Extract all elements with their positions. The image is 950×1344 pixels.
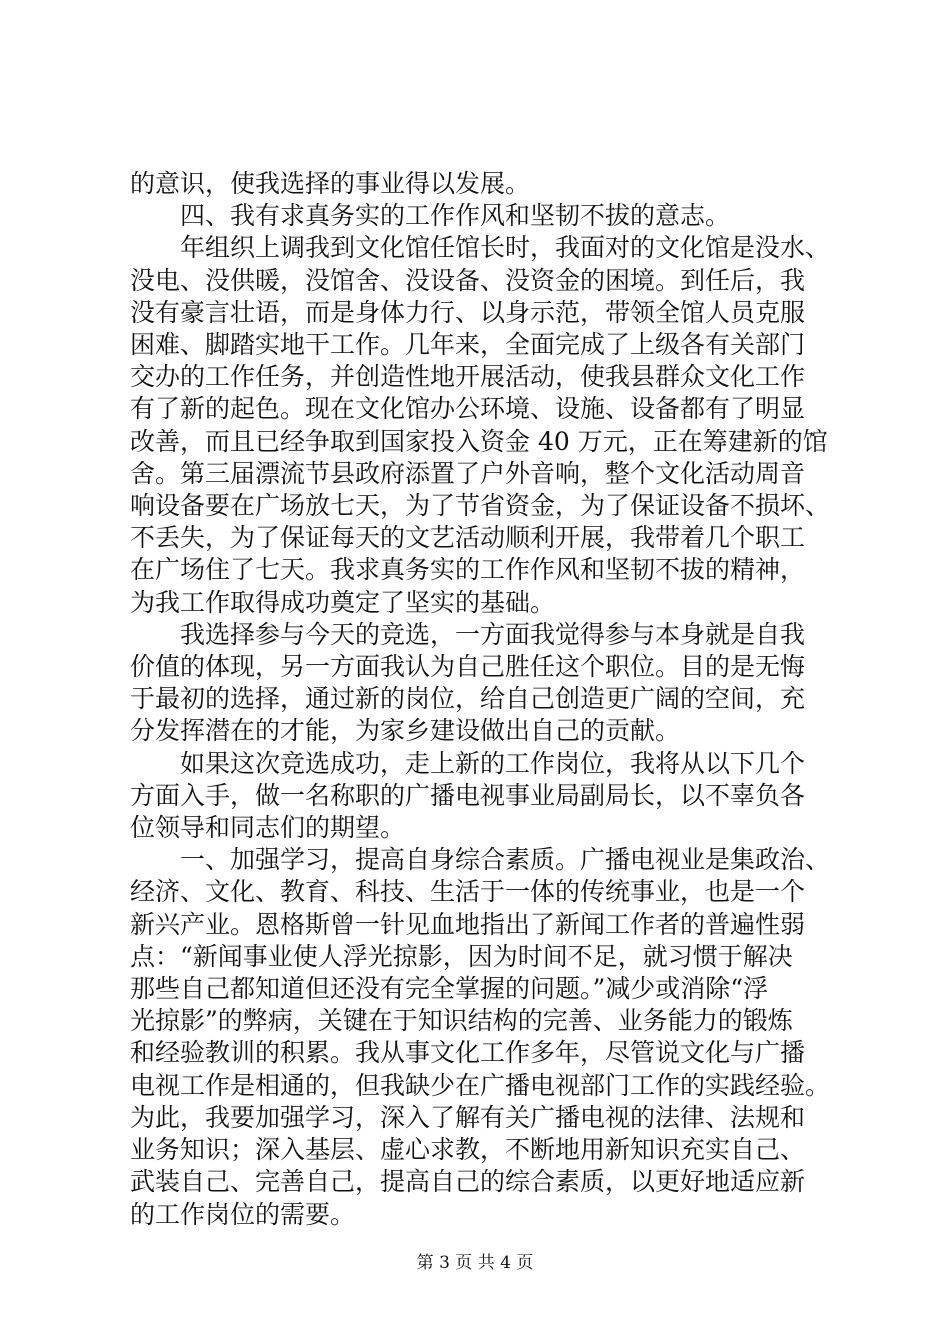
text-line: 分发挥潜在的才能，为家乡建设做出自己的贡献。 — [130, 716, 681, 746]
text-line: 如果这次竞选成功，走上新的工作岗位，我将从以下几个 — [180, 748, 806, 778]
page-footer: 第 3 页 共 4 页 — [416, 1253, 534, 1273]
text-line: 的意识，使我选择的事业得以发展。 — [130, 169, 531, 198]
text-line: 一、加强学习，提高自身综合素质。广播电视业是集政治、 — [180, 845, 831, 875]
text-line: 困难、脚踏实地干工作。几年来，全面完成了上级各有关部门 — [130, 330, 806, 360]
text-line: 有了新的起色。现在文化馆办公环境、设施、设备都有了明显 — [130, 394, 806, 424]
text-line: 于最初的选择，通过新的岗位，给自己创造更广阔的空间，充 — [130, 684, 806, 714]
text-line: 改善，而且已经争取到国家投入资金 40 万元，正在筹建新的馆 — [130, 426, 828, 456]
text-line: 没电、没供暖，没馆舍、没设备、没资金的困境。到任后，我 — [130, 265, 806, 295]
body-text — [130, 168, 850, 1231]
text-line: 舍。第三届漂流节县政府添置了户外音响，整个文化活动周音 — [130, 458, 806, 488]
text-line: 在广场住了七天。我求真务实的工作作风和坚韧不拔的精神， — [130, 555, 806, 585]
text-line: 我选择参与今天的竞选，一方面我觉得参与本身就是自我 — [180, 619, 806, 649]
text-line: 业务知识；深入基层、虚心求教，不断地用新知识充实自己、 — [130, 1135, 806, 1165]
text-line: 电视工作是相通的，但我缺少在广播电视部门工作的实践经验。 — [130, 1070, 831, 1100]
text-line: 位领导和同志们的期望。 — [130, 813, 406, 843]
text-line: 方面入手，做一名称职的广播电视事业局副局长，以不辜负各 — [130, 780, 806, 810]
text-line: 光掠影”的弊病，关键在于知识结构的完善、业务能力的锻炼 — [130, 1006, 793, 1036]
text-line: 年组织上调我到文化馆任馆长时，我面对的文化馆是没水、 — [180, 233, 831, 263]
text-line: 响设备要在广场放七天，为了节省资金，为了保证设备不损坏、 — [130, 491, 831, 521]
text-line: 不丢失，为了保证每天的文艺活动顺利开展，我带着几个职工 — [130, 523, 806, 553]
text-line: 新兴产业。恩格斯曾一针见血地指出了新闻工作者的普遍性弱 — [130, 909, 806, 939]
text-line: 武装自己、完善自己，提高自己的综合素质，以更好地适应新 — [130, 1167, 806, 1197]
text-line: 为此，我要加强学习，深入了解有关广播电视的法律、法规和 — [130, 1102, 806, 1132]
text-line: 四、我有求真务实的工作作风和坚韧不拔的意志。 — [180, 201, 731, 231]
text-line: 价值的体现，另一方面我认为自己胜任这个职位。目的是无悔 — [130, 652, 806, 682]
text-line: 那些自己都知道但还没有完全掌握的问题。”减少或消除“浮 — [130, 974, 769, 1004]
text-line: 交办的工作任务，并创造性地开展活动，使我县群众文化工作 — [130, 362, 806, 392]
text-line: 和经验教训的积累。我从事文化工作多年，尽管说文化与广播 — [130, 1038, 806, 1068]
text-line: 没有豪言壮语，而是身体力行、以身示范，带领全馆人员克服 — [130, 297, 806, 327]
text-line: 的工作岗位的需要。 — [130, 1199, 356, 1229]
text-line: 经济、文化、教育、科技、生活于一体的传统事业，也是一个 — [130, 877, 806, 907]
text-line: 点：“新闻事业使人浮光掠影，因为时间不足，就习惯于解决 — [130, 941, 793, 971]
text-line: 为我工作取得成功奠定了坚实的基础。 — [130, 587, 556, 617]
